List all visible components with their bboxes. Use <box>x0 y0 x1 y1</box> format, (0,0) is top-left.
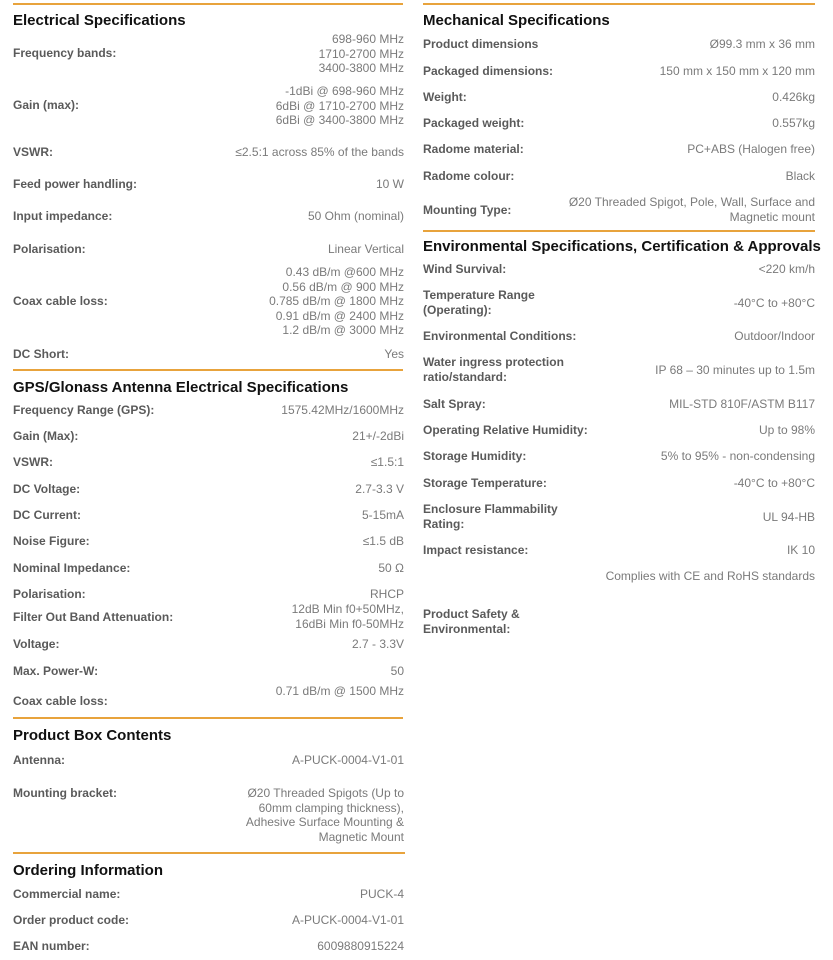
spec-value: 0.557kg <box>772 116 815 130</box>
spec-label: Coax cable loss: <box>13 694 108 708</box>
spec-label: Antenna: <box>13 753 65 767</box>
spec-value: 50 Ohm (nominal) <box>307 209 404 223</box>
spec-value: Ø20 Threaded Spigots (Up to 60mm clamping thickness), Adhesive Surface Mounting & Magnetic Mount <box>245 786 404 844</box>
top-divider <box>423 3 815 5</box>
spec-label: Order product code: <box>13 913 130 927</box>
section-title: Product Box Contents <box>13 727 172 744</box>
spec-label: VSWR: <box>13 455 53 469</box>
spec-label: Packaged dimensions: <box>423 64 554 78</box>
spec-value: Up to 98% <box>758 423 815 437</box>
spec-value: A-PUCK-0004-V1-01 <box>291 913 404 927</box>
spec-label: Radome material: <box>423 142 524 156</box>
spec-label: Packaged weight: <box>423 116 525 130</box>
spec-label: DC Current: <box>13 508 81 522</box>
section-title: Electrical Specifications <box>13 12 186 29</box>
spec-label: Filter Out Band Attenuation: <box>13 610 174 624</box>
section-title: Mechanical Specifications <box>423 12 610 29</box>
spec-value: 0.43 dB/m @600 MHz 0.56 dB/m @ 900 MHz 0.785 dB/m @ 1800 MHz 0.91 dB/m @ 2400 MHz 1.2 dB/m @ 3000 MHz <box>269 265 404 337</box>
spec-value: A-PUCK-0004-V1-01 <box>291 753 404 767</box>
spec-value: 0.71 dB/m @ 1500 MHz <box>275 684 404 698</box>
section-title: GPS/Glonass Antenna Electrical Specifications <box>13 379 349 396</box>
spec-label: Environmental Conditions: <box>423 329 577 343</box>
section-title: Ordering Information <box>13 862 163 879</box>
spec-value: 21+/-2dBi <box>352 429 404 443</box>
spec-label: DC Voltage: <box>13 482 81 496</box>
spec-label: Radome colour: <box>423 169 515 183</box>
spec-value: 12dB Min f0+50MHz, 16dBi Min f0-50MHz <box>291 602 404 631</box>
section-divider <box>423 230 815 232</box>
spec-value: 50 Ω <box>378 561 404 575</box>
spec-label: Polarisation: <box>13 242 86 256</box>
spec-value: -40°C to +80°C <box>733 476 815 490</box>
spec-value: IK 10 <box>786 543 815 557</box>
spec-value: ≤2.5:1 across 85% of the bands <box>235 145 404 159</box>
spec-label: Weight: <box>423 90 467 104</box>
spec-label: Max. Power-W: <box>13 664 99 678</box>
section-divider <box>13 369 403 371</box>
spec-label: Nominal Impedance: <box>13 561 131 575</box>
spec-value: 10 W <box>375 177 404 191</box>
spec-value: 0.426kg <box>772 90 815 104</box>
spec-value: ≤1.5 dB <box>362 534 404 548</box>
spec-label: Mounting Type: <box>423 203 512 217</box>
spec-label: Noise Figure: <box>13 534 90 548</box>
spec-label: Feed power handling: <box>13 177 138 191</box>
spec-value: IP 68 – 30 minutes up to 1.5m <box>655 363 815 377</box>
spec-value: 5% to 95% - non-condensing <box>660 449 815 463</box>
spec-label: Mounting bracket: <box>13 786 117 800</box>
spec-label: Storage Humidity: <box>423 449 527 463</box>
spec-label: Temperature Range (Operating): <box>423 288 535 317</box>
spec-value: 150 mm x 150 mm x 120 mm <box>659 64 815 78</box>
spec-value: PC+ABS (Halogen free) <box>687 142 815 156</box>
spec-label: Gain (max): <box>13 98 80 112</box>
spec-value: Black <box>785 169 815 183</box>
spec-label: Storage Temperature: <box>423 476 547 490</box>
spec-label: Frequency bands: <box>13 46 117 60</box>
top-divider <box>13 3 403 5</box>
spec-value: Linear Vertical <box>327 242 404 256</box>
spec-label: Salt Spray: <box>423 397 486 411</box>
spec-label: Voltage: <box>13 637 60 651</box>
spec-value: Outdoor/Indoor <box>734 329 815 343</box>
spec-value: 50 <box>390 664 404 678</box>
spec-value: 2.7-3.3 V <box>355 482 404 496</box>
spec-label: Wind Survival: <box>423 262 507 276</box>
section-divider <box>13 852 405 854</box>
spec-value: ≤1.5:1 <box>370 455 404 469</box>
spec-value: RHCP <box>369 587 404 601</box>
spec-label: VSWR: <box>13 145 53 159</box>
spec-value: UL 94-HB <box>762 510 815 524</box>
spec-value: Ø99.3 mm x 36 mm <box>709 37 815 51</box>
spec-label: Polarisation: <box>13 587 86 601</box>
spec-value: Yes <box>384 347 404 361</box>
spec-label: Coax cable loss: <box>13 294 108 308</box>
spec-label: Water ingress protection ratio/standard: <box>423 355 564 384</box>
spec-label: Frequency Range (GPS): <box>13 403 155 417</box>
spec-value: Ø20 Threaded Spigot, Pole, Wall, Surface and Magnetic mount <box>568 195 815 224</box>
spec-value: -40°C to +80°C <box>733 296 815 310</box>
spec-label: Product dimensions <box>423 37 539 51</box>
section-divider <box>13 717 403 719</box>
spec-value: 5-15mA <box>361 508 404 522</box>
spec-value: 698-960 MHz 1710-2700 MHz 3400-3800 MHz <box>318 32 404 75</box>
spec-value: Complies with CE and RoHS standards <box>605 569 815 583</box>
spec-value: PUCK-4 <box>359 887 404 901</box>
spec-label: Operating Relative Humidity: <box>423 423 588 437</box>
spec-value: -1dBi @ 698-960 MHz 6dBi @ 1710-2700 MHz 6dBi @ 3400-3800 MHz <box>275 84 404 127</box>
spec-label: Gain (Max): <box>13 429 79 443</box>
spec-label: EAN number: <box>13 939 90 953</box>
spec-label: Commercial name: <box>13 887 121 901</box>
spec-label: Enclosure Flammability Rating: <box>423 502 558 531</box>
spec-label: Input impedance: <box>13 209 113 223</box>
spec-value: 2.7 - 3.3V <box>351 637 404 651</box>
spec-value: <220 km/h <box>758 262 815 276</box>
section-title: Environmental Specifications, Certification & Approvals <box>423 238 821 255</box>
spec-label: Product Safety & Environmental: <box>423 607 520 636</box>
spec-label: DC Short: <box>13 347 69 361</box>
spec-value: 1575.42MHz/1600MHz <box>281 403 404 417</box>
spec-label: Impact resistance: <box>423 543 529 557</box>
spec-value: MIL-STD 810F/ASTM B117 <box>669 397 815 411</box>
spec-value: 6009880915224 <box>317 939 404 953</box>
